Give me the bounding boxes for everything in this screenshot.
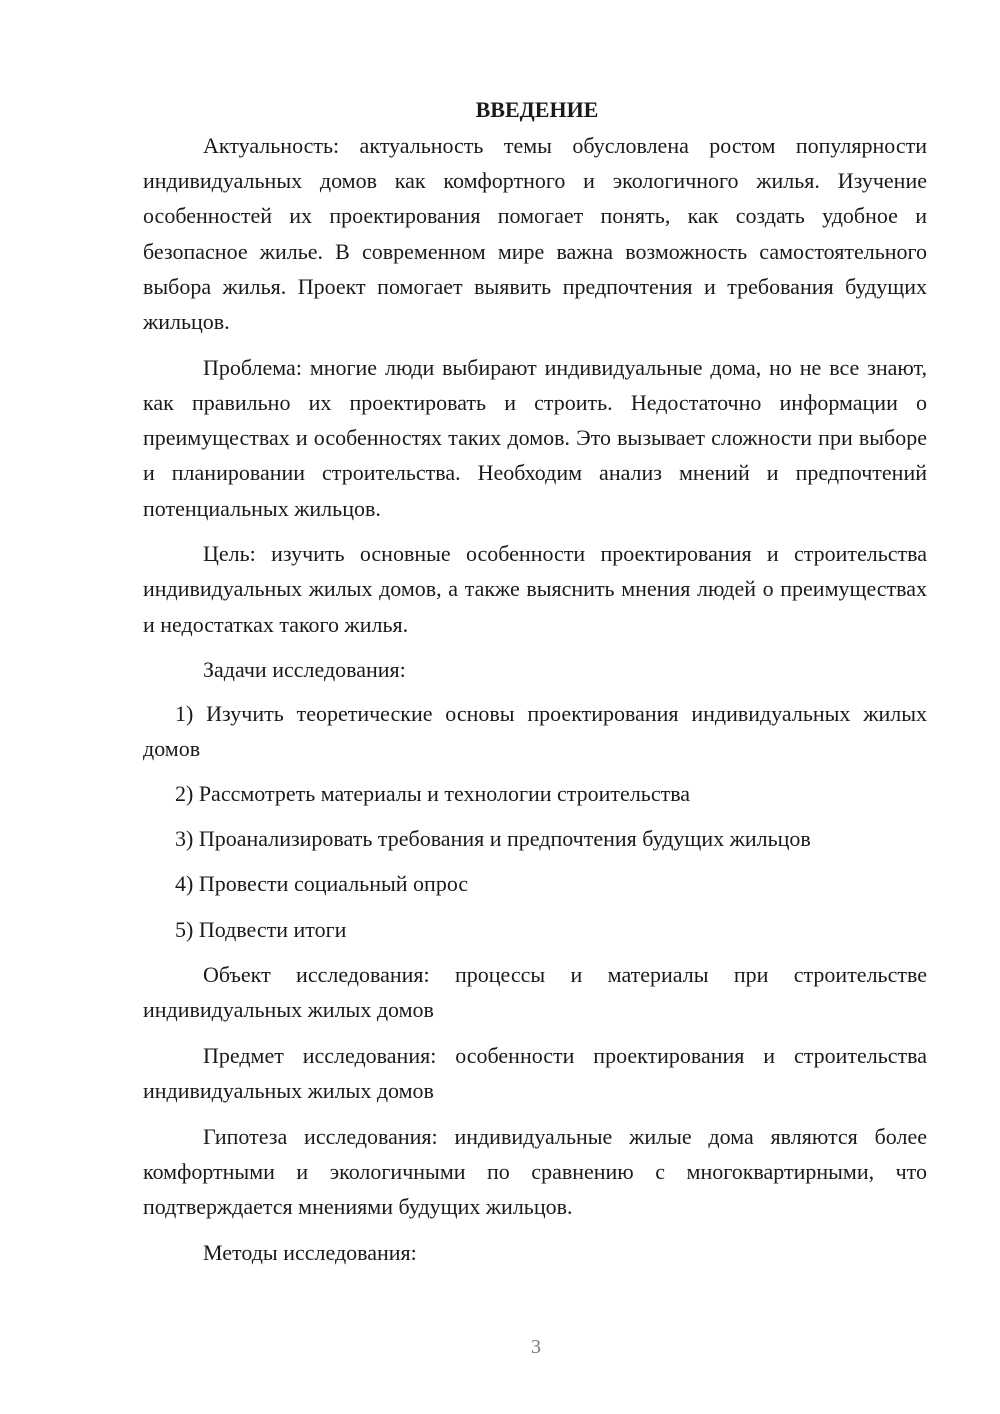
- relevance-paragraph: Актуальность: актуальность темы обусловлена ростом популярности индивидуальных домов как комфортного и экологичного жилья. Изучение особенностей их проектирования помогает понять, как создать удобное и безопасное жилье. В современном мире важна возможность самостоятельного выбора жилья. Проект помогает выявить предпочтения и требования будущих жильцов.: [143, 133, 927, 335]
- object-paragraph: Объект исследования: процессы и материалы при строительстве индивидуальных жилых домов: [143, 962, 927, 1023]
- goal-paragraph: Цель: изучить основные особенности проектирования и строительства индивидуальных жилых домов, а также выяснить мнения людей о преимуществах и недостатках такого жилья.: [143, 541, 927, 637]
- task-item: 2) Рассмотреть материалы и технологии строительства: [175, 780, 691, 806]
- problem-paragraph: Проблема: многие люди выбирают индивидуальные дома, но не все знают, как правильно их проектировать и строить. Недостаточно информации о преимуществах и особенностях таких домов. Это вызывает сложности при выборе и планировании строительства. Необходим анализ мнений и предпочтений потенциальных жильцов.: [143, 354, 927, 521]
- task-item: 5) Подвести итоги: [175, 916, 347, 942]
- methods-heading: Методы исследования:: [203, 1240, 417, 1266]
- subject-paragraph: Предмет исследования: особенности проектирования и строительства индивидуальных жилых домов: [143, 1043, 927, 1104]
- tasks-list: [143, 696, 927, 947]
- task-item: 4) Провести социальный опрос: [175, 871, 469, 897]
- task-item: 3) Проанализировать требования и предпочтения будущих жильцов: [175, 826, 811, 852]
- section-title: ВВЕДЕНИЕ: [475, 97, 599, 122]
- task-item: 1) Изучить теоретические основы проектирования индивидуальных жилых домов: [143, 700, 927, 761]
- tasks-heading: Задачи исследования:: [203, 657, 406, 683]
- document-page: [143, 92, 927, 1281]
- page-number: 3: [531, 1336, 541, 1358]
- hypothesis-paragraph: Гипотеза исследования: индивидуальные жилые дома являются более комфортными и экологичными по сравнению с многоквартирными, что подтверждается мнениями будущих жильцов.: [143, 1124, 927, 1220]
